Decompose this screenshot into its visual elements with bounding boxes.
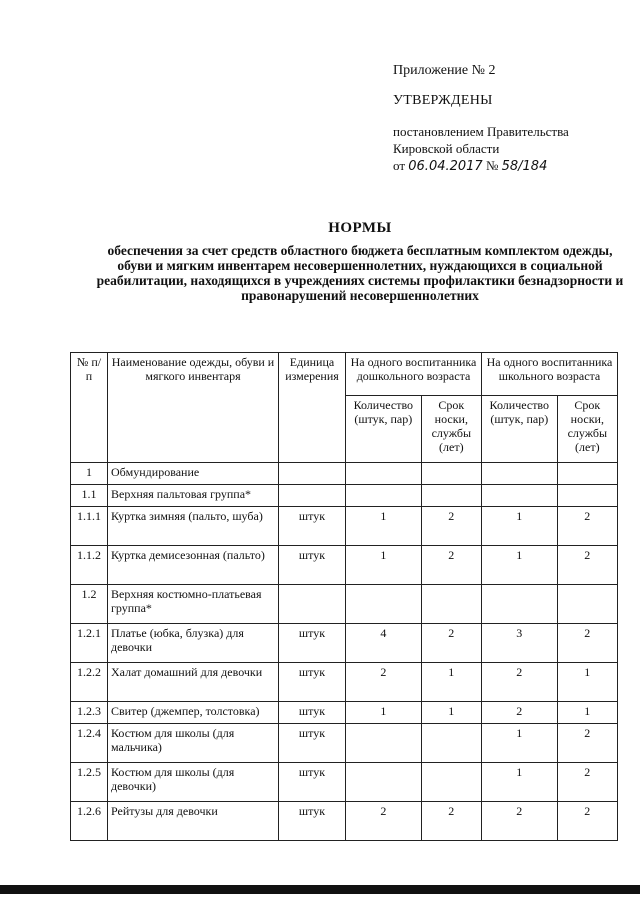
date-prefix: от [393,158,406,173]
row-unit: штук [279,763,346,802]
row-unit: штук [279,546,346,585]
row-preschool-term [421,585,481,624]
row-school-qty: 1 [481,507,557,546]
row-name: Платье (юбка, блузка) для девочки [108,624,279,663]
row-preschool-qty [346,585,422,624]
row-preschool-term: 2 [421,507,481,546]
row-unit: штук [279,724,346,763]
header-preschool-qty: Количество (штук, пар) [346,396,422,463]
row-school-qty: 1 [481,763,557,802]
table-row [71,702,618,724]
approved-label: УТВЕРЖДЕНЫ [393,93,493,108]
header-num: № п/п [71,353,108,463]
row-school-term: 1 [557,702,617,724]
row-unit [279,585,346,624]
number-prefix: № [485,158,499,173]
annex-label: Приложение № 2 [393,63,496,78]
row-school-term [557,485,617,507]
row-school-term: 2 [557,624,617,663]
row-school-qty: 2 [481,802,557,841]
decree-line-2: Кировской области [393,141,500,156]
row-unit: штук [279,624,346,663]
document-title: НОРМЫ [328,220,392,236]
row-unit: штук [279,507,346,546]
row-preschool-term [421,724,481,763]
header-unit: Единица измерения [279,353,346,463]
row-name: Свитер (джемпер, толстовка) [108,702,279,724]
row-num: 1.1 [71,485,108,507]
row-unit: штук [279,802,346,841]
row-preschool-qty: 1 [346,702,422,724]
row-school-qty: 2 [481,663,557,702]
row-preschool-qty [346,463,422,485]
row-preschool-term [421,463,481,485]
row-num: 1.1.2 [71,546,108,585]
table-row [71,507,618,546]
header-preschool-term: Срок носки, службы (лет) [421,396,481,463]
table-row [71,624,618,663]
document-title-block [90,220,630,303]
row-name: Рейтузы для девочки [108,802,279,841]
table-row [71,485,618,507]
table-header-row [71,353,618,396]
approval-block [393,62,633,175]
row-num: 1.2.5 [71,763,108,802]
table-row [71,585,618,624]
row-preschool-qty: 2 [346,802,422,841]
row-preschool-qty: 1 [346,546,422,585]
row-name: Обмундирование [108,463,279,485]
row-name: Верхняя пальтовая группа* [108,485,279,507]
row-num: 1.2.3 [71,702,108,724]
row-school-qty: 3 [481,624,557,663]
row-school-qty [481,485,557,507]
row-school-term: 2 [557,724,617,763]
row-name: Верхняя костюмно-платьевая группа* [108,585,279,624]
table-row [71,724,618,763]
row-preschool-qty: 1 [346,507,422,546]
row-preschool-qty: 2 [346,663,422,702]
row-num: 1.2.2 [71,663,108,702]
row-school-term: 1 [557,663,617,702]
row-unit [279,463,346,485]
row-preschool-qty: 4 [346,624,422,663]
row-preschool-qty [346,724,422,763]
scan-edge-bar [0,885,640,894]
row-num: 1.2.1 [71,624,108,663]
row-preschool-term [421,763,481,802]
header-preschool: На одного воспитанника дошкольного возраста [346,353,482,396]
row-name: Костюм для школы (для девочки) [108,763,279,802]
row-name: Куртка демисезонная (пальто) [108,546,279,585]
row-num: 1.1.1 [71,507,108,546]
row-num: 1.2 [71,585,108,624]
decree-date-line [393,157,633,175]
norms-table [70,352,618,841]
row-school-qty [481,585,557,624]
table-row [71,802,618,841]
row-school-term: 2 [557,507,617,546]
row-school-term: 2 [557,763,617,802]
row-preschool-term: 2 [421,802,481,841]
row-num: 1.2.6 [71,802,108,841]
row-school-term: 2 [557,546,617,585]
decree-number: 58/184 [501,159,548,174]
row-school-qty: 1 [481,724,557,763]
table-row [71,763,618,802]
row-preschool-term: 2 [421,624,481,663]
row-name: Халат домашний для девочки [108,663,279,702]
row-unit [279,485,346,507]
row-name: Куртка зимняя (пальто, шуба) [108,507,279,546]
row-unit: штук [279,663,346,702]
decree-date: 06.04.2017 [408,159,483,174]
row-preschool-qty [346,763,422,802]
row-unit: штук [279,702,346,724]
row-preschool-term: 1 [421,702,481,724]
row-school-term: 2 [557,802,617,841]
header-name: Наименование одежды, обуви и мягкого инвентаря [108,353,279,463]
row-preschool-term [421,485,481,507]
decree-line-1: постановлением Правительства [393,124,569,139]
header-school-term: Срок носки, службы (лет) [557,396,617,463]
row-num: 1.2.4 [71,724,108,763]
row-school-qty [481,463,557,485]
header-school: На одного воспитанника школьного возраста [481,353,617,396]
table-row [71,463,618,485]
table-row [71,663,618,702]
document-subtitle: обеспечения за счет средств областного бюджета бесплатным комплектом одежды, обуви и мягким инвентарем несовершеннолетних, нуждающихся в социальной реабилитации, находящихся в учреждениях системы профилактики безнадзорности и правонарушений несовершеннолетних [96,243,624,303]
row-num: 1 [71,463,108,485]
table-row [71,546,618,585]
row-preschool-term: 1 [421,663,481,702]
row-school-term [557,463,617,485]
row-school-qty: 1 [481,546,557,585]
header-school-qty: Количество (штук, пар) [481,396,557,463]
row-preschool-qty [346,485,422,507]
row-name: Костюм для школы (для мальчика) [108,724,279,763]
row-school-term [557,585,617,624]
row-school-qty: 2 [481,702,557,724]
row-preschool-term: 2 [421,546,481,585]
